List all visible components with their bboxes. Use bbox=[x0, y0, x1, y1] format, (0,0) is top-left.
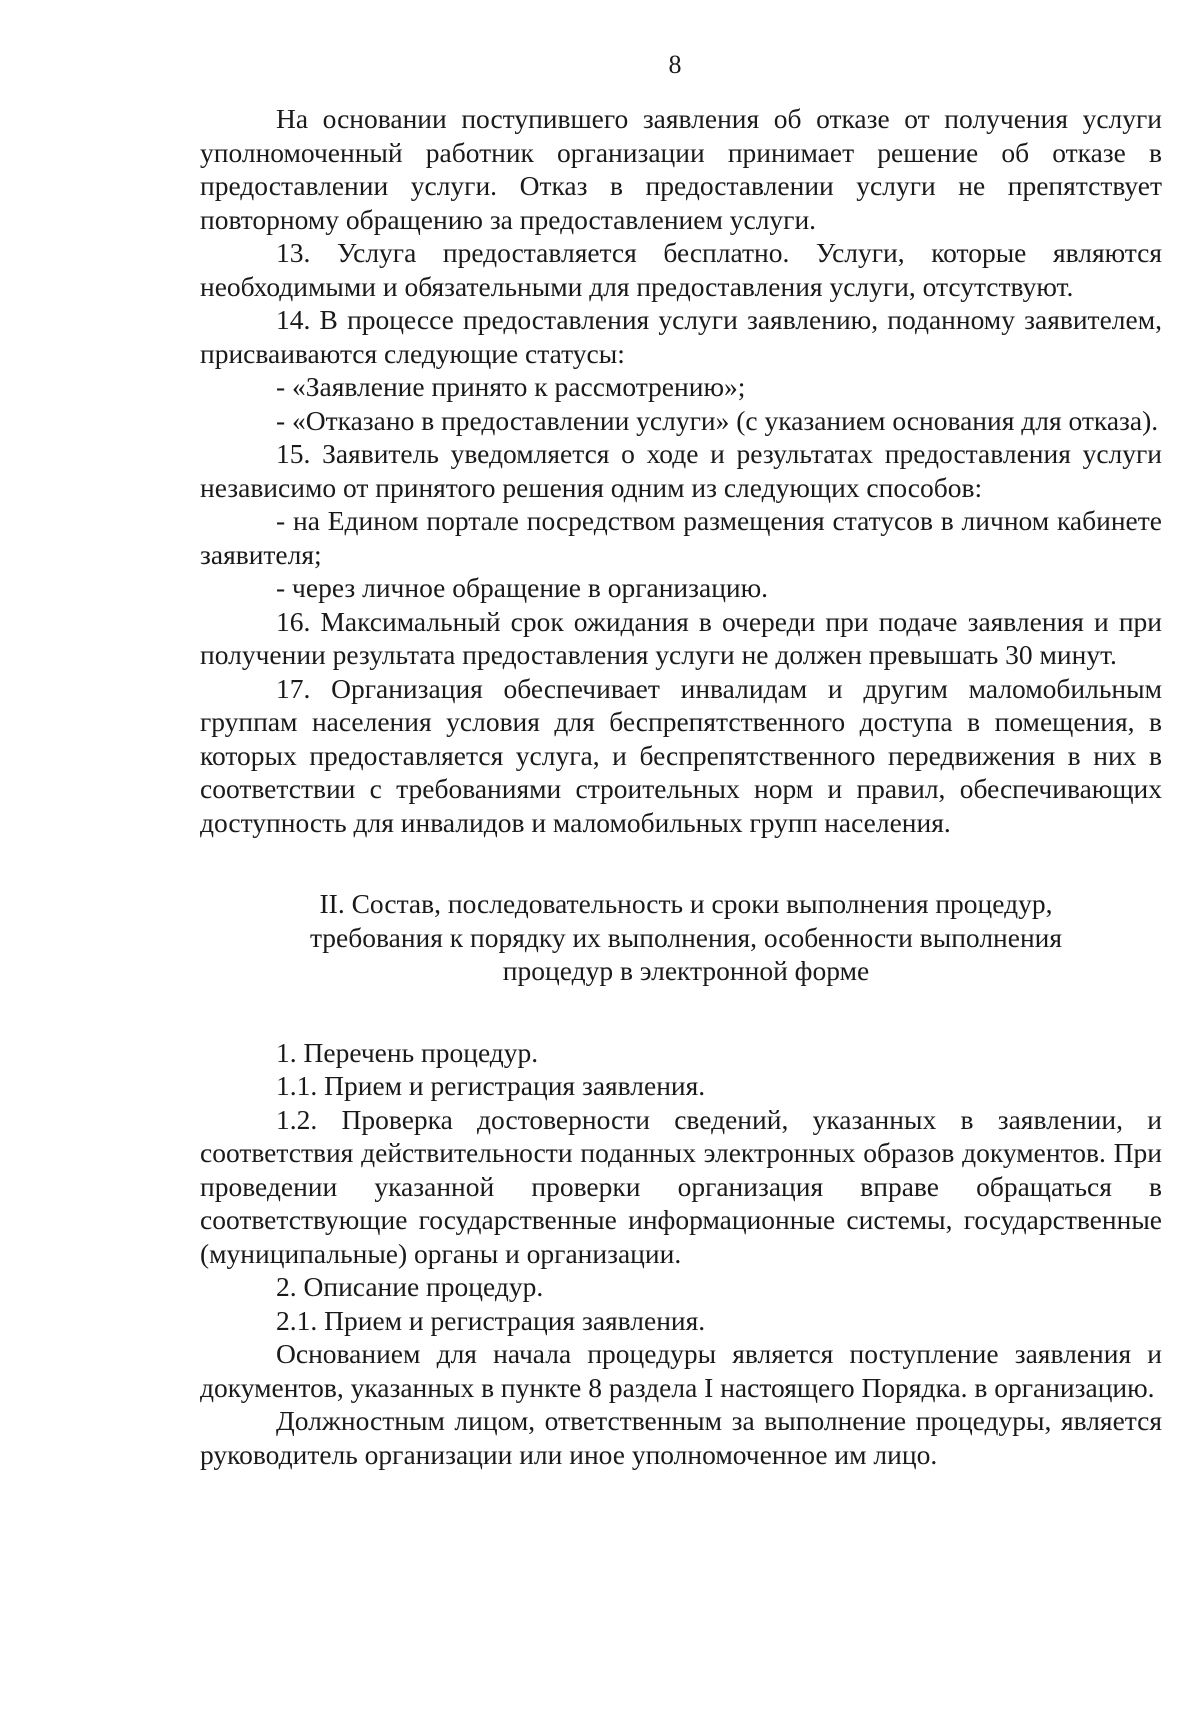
paragraph: Основанием для начала процедуры является поступление заявления и документов, указанных в пункте 8 раздела I настоящего Порядка. в организацию. bbox=[200, 1338, 1162, 1403]
status-list-item: - «Заявление принято к рассмотрению»; bbox=[276, 371, 746, 402]
status-list-item: - «Отказано в предоставлении услуги» (с указанием основания для отказа). bbox=[276, 404, 1159, 436]
paragraph-item-1-1: 1.1. Прием и регистрация заявления. bbox=[276, 1070, 706, 1101]
paragraph-item-1: 1. Перечень процедур. bbox=[276, 1036, 539, 1068]
paragraph-item-14: 14. В процессе предоставления услуги заявлению, поданному заявителем, присваиваются следующие статусы: bbox=[200, 304, 1162, 369]
paragraph-item-15: 15. Заявитель уведомляется о ходе и результатах предоставления услуги независимо от принятого решения одним из следующих способов: bbox=[200, 438, 1162, 503]
section-heading-line: процедур в электронной форме bbox=[502, 955, 870, 986]
paragraph-item-1-2: 1.2. Проверка достоверности сведений, указанных в заявлении, и соответствия действительности поданных электронных образов документов. При проведении указанной проверки организация вправе обращаться в соответствующие государственные информационные системы, государственные (муниципальные) органы и организации. bbox=[200, 1103, 1162, 1269]
paragraph-item-2: 2. Описание процедур. bbox=[276, 1271, 544, 1302]
document-body bbox=[200, 102, 1162, 1471]
section-heading-line: требования к порядку их выполнения, особенности выполнения bbox=[309, 921, 1063, 953]
page-number: 8 bbox=[668, 50, 682, 79]
section-heading-line: II. Состав, последовательность и сроки выполнения процедур, bbox=[319, 888, 1053, 919]
paragraph-item-13: 13. Услуга предоставляется бесплатно. Услуги, которые являются необходимыми и обязательными для предоставления услуги, отсутствуют. bbox=[200, 237, 1162, 302]
notification-list-item: - на Едином портале посредством размещения статусов в личном кабинете заявителя; bbox=[200, 505, 1162, 570]
notification-list-item: - через личное обращение в организацию. bbox=[276, 572, 769, 603]
section-heading bbox=[200, 887, 1162, 988]
paragraph-item-17: 17. Организация обеспечивает инвалидам и другим маломобильным группам населения условия для беспрепятственного доступа в помещения, в которых предоставляется услуга, и беспрепятственного передвижения в них в соответствии с требованиями строительных норм и правил, обеспечивающих доступность для инвалидов и маломобильных групп населения. bbox=[200, 672, 1162, 838]
paragraph-item-2-1: 2.1. Прием и регистрация заявления. bbox=[276, 1304, 706, 1336]
paragraph-item-16: 16. Максимальный срок ожидания в очереди при подаче заявления и при получении результата предоставления услуги не должен превышать 30 минут. bbox=[200, 605, 1162, 670]
paragraph: Должностным лицом, ответственным за выполнение процедуры, является руководитель организации или иное уполномоченное им лицо. bbox=[200, 1405, 1162, 1470]
paragraph: На основании поступившего заявления об отказе от получения услуги уполномоченный работник организации принимает решение об отказе в предоставлении услуги. Отказ в предоставлении услуги не препятствует повторному обращению за предоставлением услуги. bbox=[200, 103, 1162, 235]
